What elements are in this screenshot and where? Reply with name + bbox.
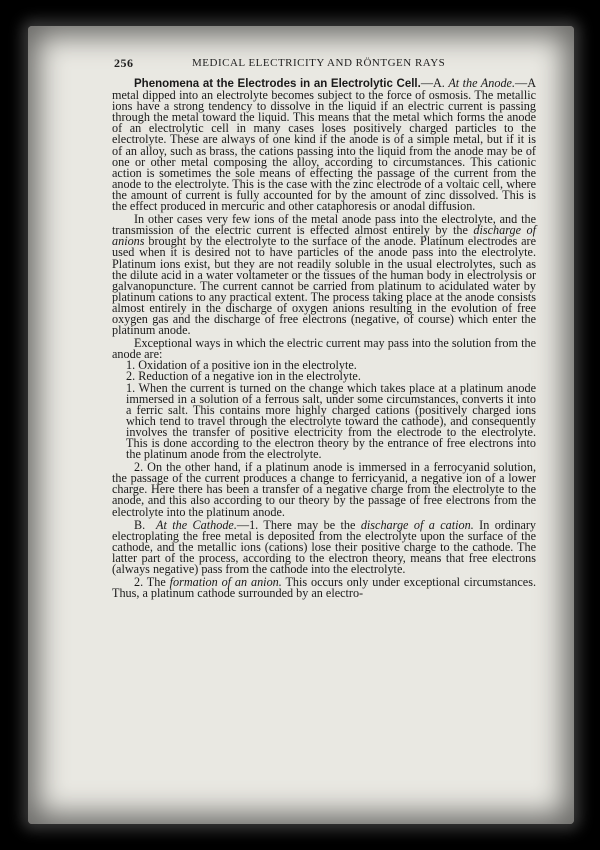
list-item-reduction: 2. Reduction of a negative ion in the electrolyte.	[126, 369, 361, 384]
sub-b-title: At the Cathode.	[156, 517, 237, 532]
para7-text-a: 2. The	[134, 575, 170, 590]
para6-emphasis: discharge of a cation.	[360, 517, 474, 532]
page-number: 256	[114, 56, 134, 70]
para2-text-b: brought by the electrolyte to the surface of the anode. Platinum electrodes are used when it is desired not to have particles of the anode pass into the electrolyte. Platinum ions exist, but they are not readily soluble in the usual electrolytes, such as the dilute acid in a water voltameter or the tissues of the human body in electrolysis or galvanopuncture. The current cannot be carried from platinum to acidulated water by platinum cations to any practical extent. The process taking place at the anode consists almost entirely in the discharge of oxygen anions resulting in the evolution of free oxygen gas and the discharge of free electrons (negative, of course) which enter the platinum anode.	[112, 234, 536, 338]
para2-emphasis: discharge of anions	[112, 223, 536, 249]
sub-a-title: At the Anode.	[448, 76, 515, 90]
section-title: Phenomena at the Electrodes in an Electrolytic Cell.	[134, 78, 421, 90]
book-page	[28, 26, 574, 824]
paragraph-cathode	[112, 517, 537, 577]
para7-emphasis: formation of an anion.	[169, 575, 282, 590]
paragraph-anode-intro	[112, 78, 536, 212]
para2-text-a: In other cases very few ions of the metal anode pass into the electrolyte, and the transmission of the electric current is effected almost entirely by the	[112, 212, 536, 238]
sub-b-label: B.	[134, 517, 146, 532]
paragraph-other-cases	[112, 214, 536, 336]
running-head: MEDICAL ELECTRICITY AND RÖNTGEN RAYS	[192, 57, 446, 69]
list-item-oxidation: 1. Oxidation of a positive ion in the electrolyte.	[126, 358, 357, 373]
paragraph-anion-formation	[112, 577, 536, 599]
paragraph-ferrous-salt: 1. When the current is turned on the change which takes place at a platinum anode immersed in a solution of a ferrous salt, under some circumstances, converts it into a ferric salt. This contains more highly charged cations (positively charged ions which tend to travel through the electrolyte toward the cathode), and consequently involves the transfer of positive electricity from the electrode to the electrolyte. This is done according to the electron theory by the entrance of free electrons into the platinum anode from the electrolyte.	[126, 380, 536, 462]
para6-text-a: —1. There may be the	[236, 517, 361, 532]
sub-a-label: —A.	[420, 76, 445, 90]
paragraph-ferrocyanid: 2. On the other hand, if a platinum anode is immersed in a ferrocyanid solution, the passage of the current produces a change to ferricyanid, a negative ion of a lower charge. Here there has been a transfer of a negative charge from the electrolyte to the anode, and this also according to our theory by the passage of free electrons from the electrolyte into the platinum anode.	[112, 460, 536, 519]
para7-text-b: This occurs only under exceptional circumstances. Thus, a platinum cathode surrounded by an electro-	[112, 575, 536, 601]
body-text	[112, 78, 536, 599]
paragraph-exceptional-ways: Exceptional ways in which the electric current may pass into the solution from the anode are:	[112, 336, 536, 362]
para6-text-b: In ordinary electroplating the free metal is deposited from the electrolyte upon the surface of the cathode, and the metallic ions (cations) lose their positive charge to the cathode. The latter part of the process, according to the electron theory, means that free electrons (always negative) pass from the cathode into the electrolyte.	[112, 517, 537, 577]
para1-text: —A metal dipped into an electrolyte becomes subject to the force of osmosis. The metallic ions have a strong tendency to dissolve in the liquid if an electric current is passing through the metal toward the liquid. This means that the metal which forms the anode of an electrolytic cell in many cases loses positively charged particles to the electrolyte. These are always of one kind if the anode is of a simple metal, but if it is of an alloy, such as brass, the cations passing into the liquid from the anode may be of one or other metal composing the alloy, according to circumstances. This cationic action is sometimes the sole means of effecting the passage of the current from the anode to the electrolyte. This is the case with the zinc electrode of a voltaic cell, where the amount of current is fully accounted for by the amount of zinc dissolved. This is the effect produced in mercuric and other cataphoresis or anodal diffusion.	[112, 76, 536, 214]
